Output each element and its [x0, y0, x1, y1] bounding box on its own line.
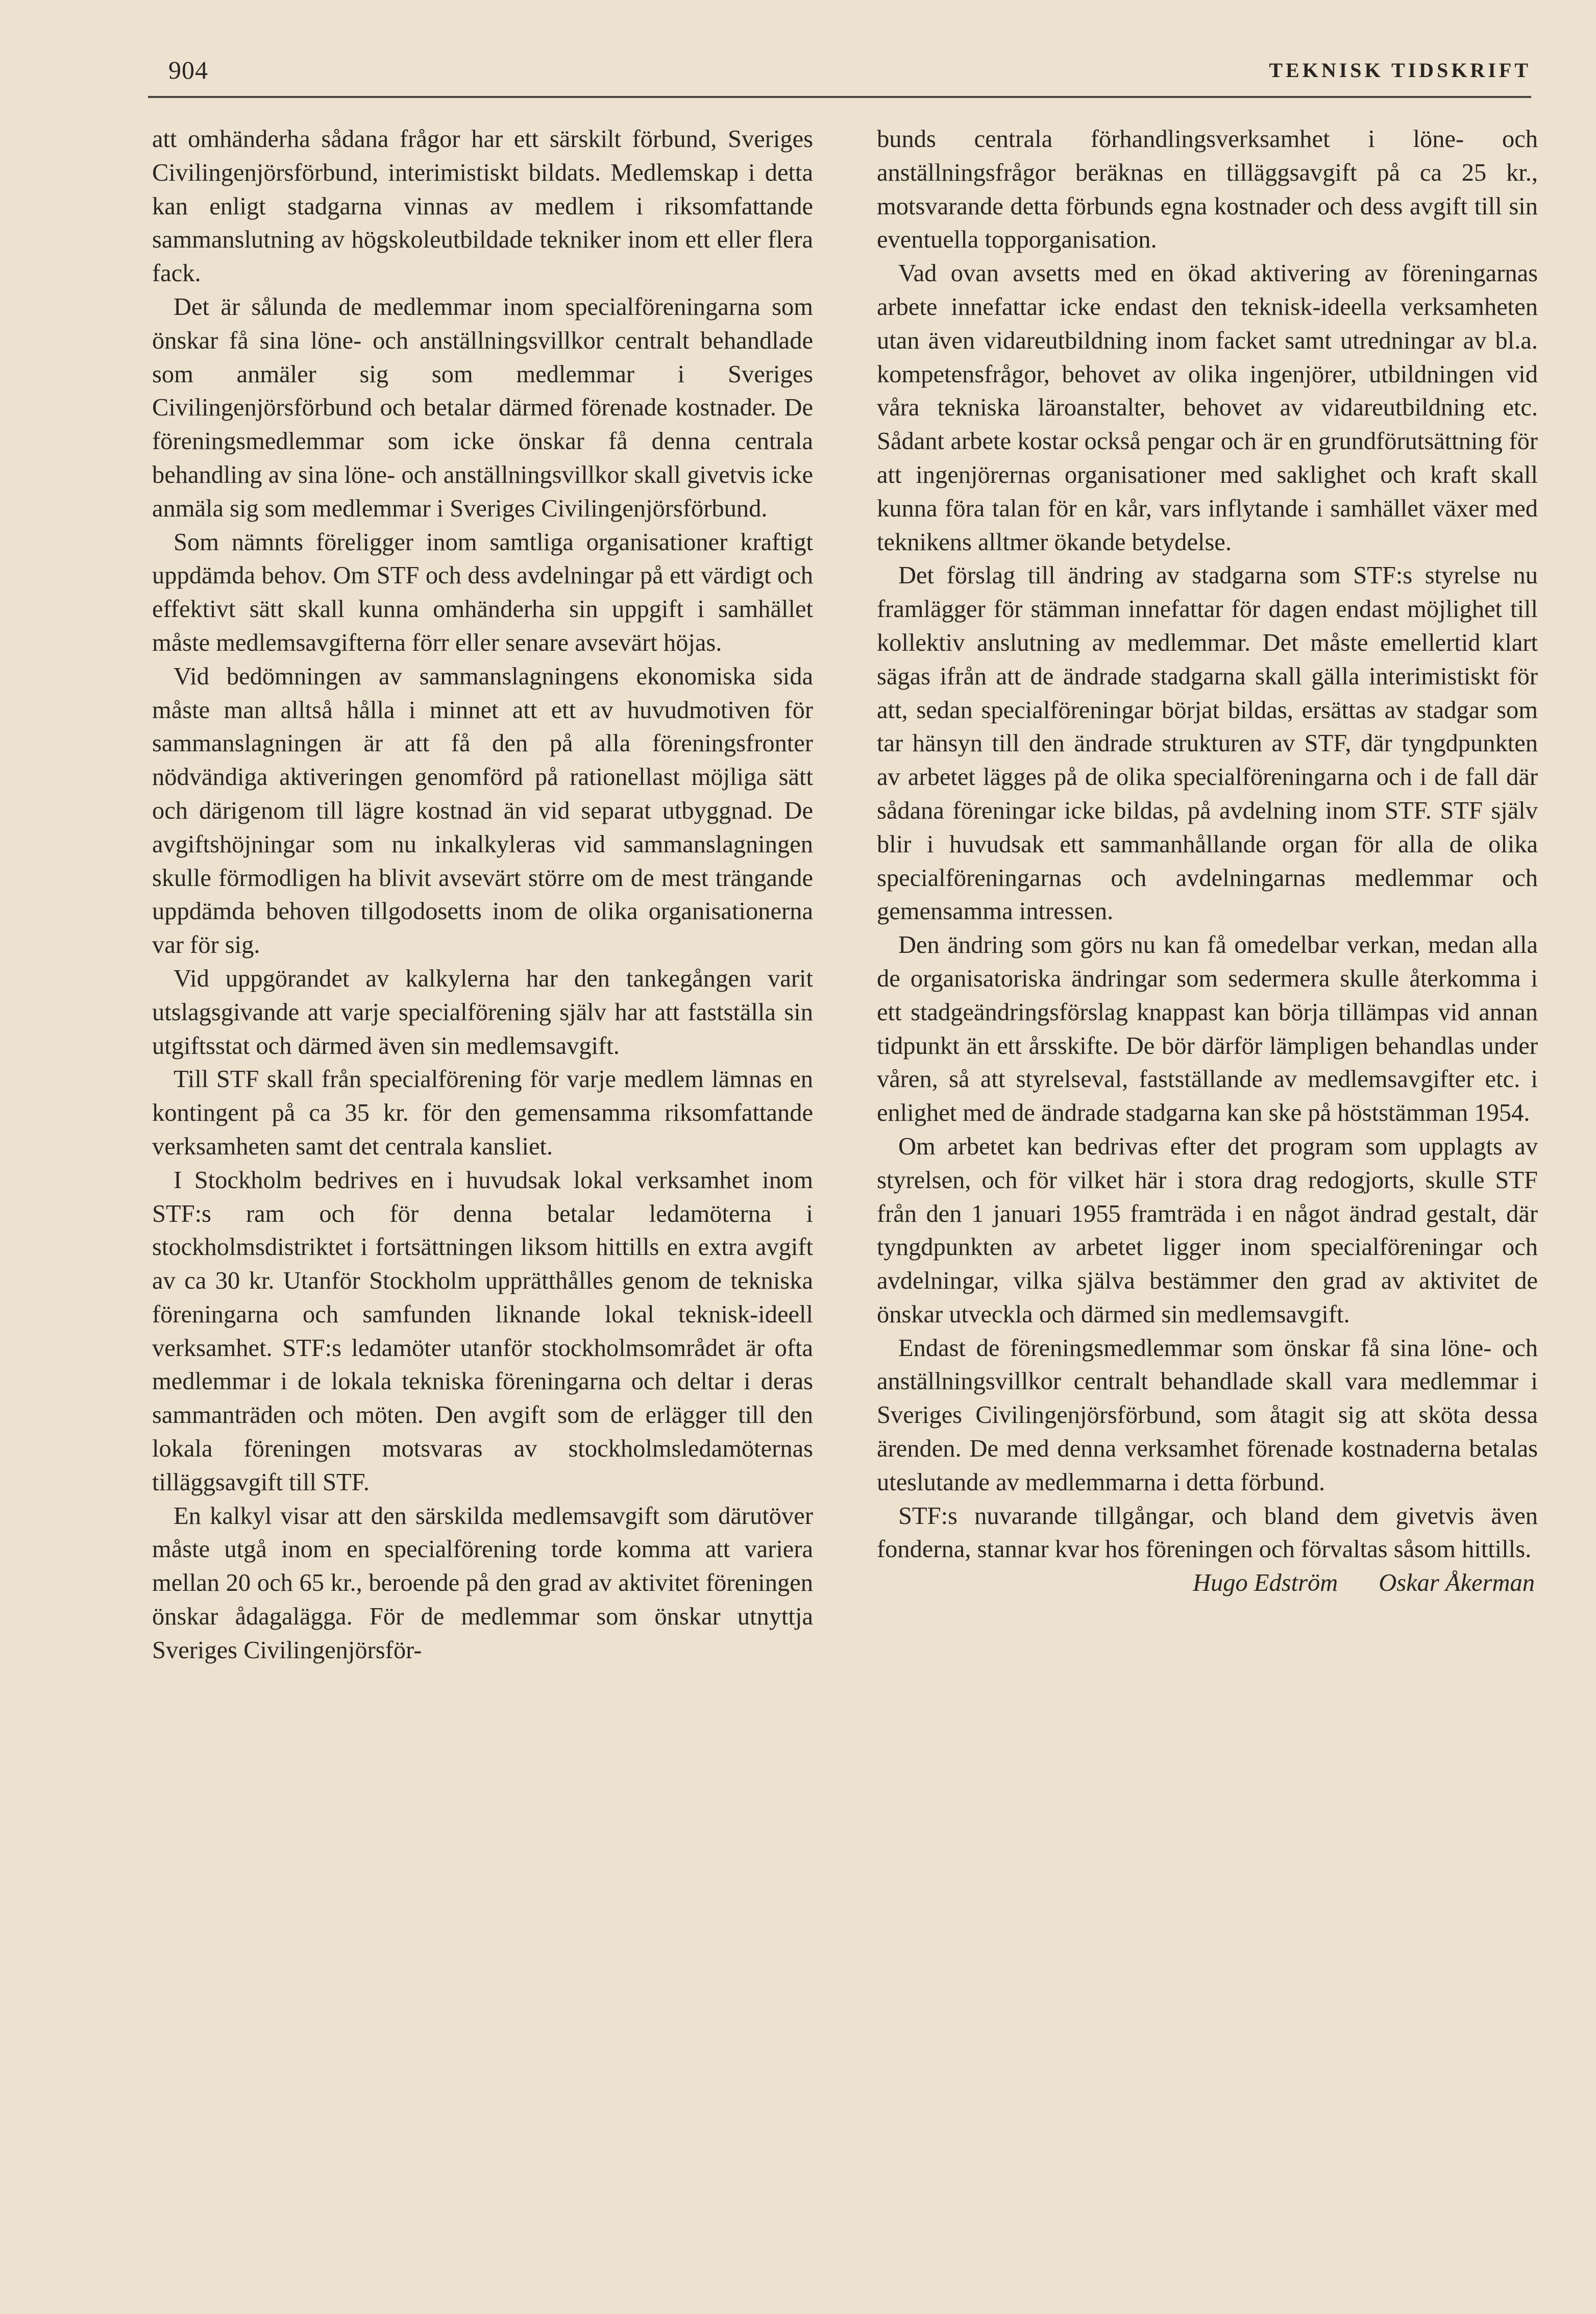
paragraph: bunds centrala förhandlingsverksamhet i löne- och anställningsfrågor beräknas en tilläggsavgift på ca 25 kr., motsvarande detta förbunds egna kostnader och dess avgift till sin eventuella topporganisation.: [877, 126, 1538, 254]
paragraph: Vid bedömningen av sammanslagningens ekonomiska sida måste man alltså hålla i minnet att ett av huvudmotiven för sammanslagningen är att få den på alla föreningsfronter nödvändiga aktiveringen genomförd på rationellast möjliga sätt och därigenom till lägre kostnad än vid separat utbyggnad. De avgiftshöjningar som nu inkalkyleras vid sammanslagningen skulle förmodligen ha blivit avsevärt större om de mest trängande uppdämda behoven tillgodosetts inom de olika organisationerna var för sig.: [152, 662, 813, 959]
paragraph: Vad ovan avsetts med en ökad aktivering av föreningarnas arbete innefattar icke endast den teknisk-ideella verksamheten utan även vidareutbildning inom facket samt utredningar av bl.a. kompetensfrågor, behovet av olika ingenjörer, utbildningen vid våra tekniska läroanstalter, behovet av vidareutbildning etc. Sådant arbete kostar också pengar och är en grundförutsättning för att ingenjörernas organisationer med saklighet och kraft skall kunna föra talan för en kår, vars inflytande i samhället växer med teknikens alltmer ökande betydelse.: [877, 260, 1538, 556]
page-header: [148, 51, 1531, 92]
paragraph: Den ändring som görs nu kan få omedelbar verkan, medan alla de organisatoriska ändringar som sedermera skulle återkomma i ett stadgeändringsförslag knappast kan börja tillämpas vid annan tidpunkt än ett årsskifte. De bör därför lämpligen behandlas under våren, så att styrelseval, fastställande av medlemsavgifter etc. i enlighet med de ändrade stadgarna kan ske på höststämman 1954.: [877, 931, 1538, 1127]
paragraph: Om arbetet kan bedrivas efter det program som upplagts av styrelsen, och för vilket här i stora drag redogjorts, skulle STF från den 1 januari 1955 framträda i en något ändrad gestalt, där tyngdpunkten av arbetet ligger inom specialföreningar och avdelningar, vilka själva bestämmer den grad av aktivitet de önskar utveckla och därmed sin medlemsavgift.: [877, 1133, 1538, 1328]
page-number: 904: [168, 56, 208, 84]
paragraph: En kalkyl visar att den särskilda medlemsavgift som därutöver måste utgå inom en specialförening torde komma att variera mellan 20 och 65 kr., beroende på den grad av aktivitet föreningen önskar ådagalägga. För de medlemmar som önskar utnyttja Sveriges Civilingenjörsför-: [152, 1502, 813, 1664]
author-signature: Hugo Edström: [1192, 1569, 1338, 1597]
left-column: [152, 122, 813, 1667]
paragraph: Till STF skall från specialförening för varje medlem lämnas en kontingent på ca 35 kr. för den gemensamma riksomfattande verksamheten samt det centrala kansliet.: [152, 1066, 813, 1160]
signatures: [877, 1566, 1538, 1600]
journal-title: TEKNISK TIDSKRIFT: [1269, 59, 1531, 82]
paragraph: att omhänderha sådana frågor har ett särskilt förbund, Sveriges Civilingenjörsförbund, interimistiskt bildats. Medlemskap i detta kan enligt stadgarna vinnas av medlem i riksomfattande sammanslutning av högskoleutbildade tekniker inom ett eller flera fack.: [152, 126, 813, 287]
header-rule: [148, 96, 1531, 98]
paragraph: Det förslag till ändring av stadgarna som STF:s styrelse nu framlägger för stämman innefattar för dagen endast möjlighet till kollektiv anslutning av medlemmar. Det måste emellertid klart sägas ifrån att de ändrade stadgarna skall gälla interimistiskt för att, sedan specialföreningar börjat bildas, ersättas av stadgar som tar hänsyn till den ändrade strukturen av STF, där tyngdpunkten av arbetet lägges på de olika specialföreningarna och i de fall där sådana föreningar icke bildas, på avdelning inom STF. STF själv blir i huvudsak ett sammanhållande organ för alla de olika specialföreningarnas och avdelningarnas medlemmar och gemensamma intressen.: [877, 562, 1538, 925]
right-column: [877, 122, 1538, 1600]
paragraph: Det är sålunda de medlemmar inom specialföreningarna som önskar få sina löne- och anställningsvillkor centralt behandlade som anmäler sig som medlemmar i Sveriges Civilingenjörsförbund och betalar därmed förenade kostnader. De föreningsmedlemmar som icke önskar få denna centrala behandling av sina löne- och anställningsvillkor skall givetvis icke anmäla sig som medlemmar i Sveriges Civilingenjörsförbund.: [152, 293, 813, 522]
paragraph: STF:s nuvarande tillgångar, och bland dem givetvis även fonderna, stannar kvar hos föreningen och förvaltas såsom hittills.: [877, 1502, 1538, 1563]
paragraph: Vid uppgörandet av kalkylerna har den tankegången varit utslagsgivande att varje specialförening själv har att fastställa sin utgiftsstat och därmed även sin medlemsavgift.: [152, 965, 813, 1060]
paragraph: Som nämnts föreligger inom samtliga organisationer kraftigt uppdämda behov. Om STF och dess avdelningar på ett värdigt och effektivt sätt skall kunna omhänderha sin uppgift i samhället måste medlemsavgifterna förr eller senare avsevärt höjas.: [152, 528, 813, 656]
paragraph: Endast de föreningsmedlemmar som önskar få sina löne- och anställningsvillkor centralt behandlade skall vara medlemmar i Sveriges Civilingenjörsförbund, som åtagit sig att sköta dessa ärenden. De med denna verksamhet förenade kostnaderna betalas uteslutande av medlemmarna i detta förbund.: [877, 1334, 1538, 1496]
author-signature: Oskar Åkerman: [1379, 1569, 1535, 1597]
paragraph: I Stockholm bedrives en i huvudsak lokal verksamhet inom STF:s ram och för denna betalar ledamöterna i stockholmsdistriktet i fortsättningen liksom hittills en extra avgift av ca 30 kr. Utanför Stockholm upprätthålles genom de tekniska föreningarna och samfunden liknande lokal teknisk-ideell verksamhet. STF:s ledamöter utanför stockholmsområdet är ofta medlemmar i de lokala tekniska föreningarna och deltar i deras sammanträden och möten. Den avgift som de erlägger till den lokala föreningen motsvaras av stockholmsledamöternas tilläggsavgift till STF.: [152, 1166, 813, 1496]
